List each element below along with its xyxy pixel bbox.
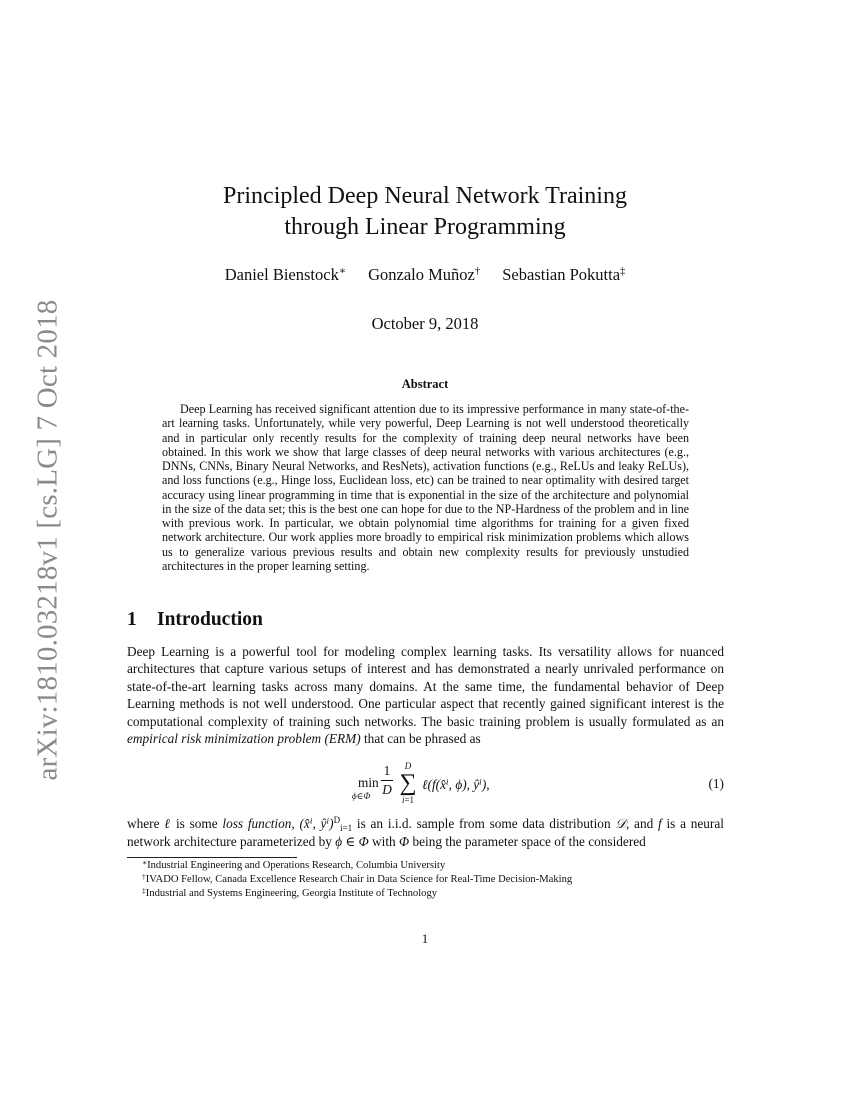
eq-fraction xyxy=(381,763,393,798)
introduction-paragraph xyxy=(127,643,724,747)
eq-summation xyxy=(398,762,418,805)
math-sample-sub: i=1 xyxy=(340,823,353,833)
author-name: Gonzalo Muñoz xyxy=(368,265,475,284)
section-heading-introduction xyxy=(127,609,263,631)
eq-min-operator: min xyxy=(358,775,379,790)
text: is an i.i.d. sample from some data distribution xyxy=(356,816,611,831)
footnote-3 xyxy=(142,887,572,901)
publication-date: October 9, 2018 xyxy=(371,314,479,333)
intro-text: Deep Learning is a powerful tool for modeling complex learning tasks. Its versatility allows for nuanced architectures that capture various setups of interest and has demonstrated a nearly unrivaled performance on state-of-the-art learning tasks across many domains. At the same time, the fundamental behavior of Deep Learning methods is not well understood. One particular aspect that recently gained significant interest is the computational complexity of training such networks. The basic training problem is usually formulated as an xyxy=(127,644,724,729)
footnote-text: Industrial and Systems Engineering, Georgia Institute of Technology xyxy=(145,888,438,899)
math-ell: ℓ xyxy=(164,816,172,831)
math-f: f xyxy=(658,816,662,831)
footnote-mark: † xyxy=(142,872,146,881)
author-name: Sebastian Pokutta xyxy=(502,265,621,284)
text: is a neural network architecture parameterized by xyxy=(127,816,724,849)
eq-sum-upper-limit: D xyxy=(404,761,412,771)
math-Phi: Φ xyxy=(399,834,410,849)
emphasis-loss-function: loss function, xyxy=(222,816,295,831)
paper-title xyxy=(125,181,725,243)
text: , and xyxy=(625,816,654,831)
math-sample xyxy=(299,816,352,831)
math-sample-sup: D xyxy=(333,815,341,825)
eq-frac-denominator: D xyxy=(382,782,392,797)
paragraph-after-equation xyxy=(127,815,724,851)
eq-frac-numerator: 1 xyxy=(383,763,391,778)
author-2 xyxy=(368,265,480,284)
author-footnote-mark: ‡ xyxy=(620,266,626,277)
math-phi-in-Phi: ϕ ∈ Φ xyxy=(335,834,369,849)
arxiv-identifier-stamp: arXiv:1810.03218v1 [cs.LG] 7 Oct 2018 xyxy=(31,299,64,781)
author-3 xyxy=(502,265,625,284)
author-name: Daniel Bienstock xyxy=(224,265,339,284)
title-line-2: through Linear Programming xyxy=(284,214,566,240)
abstract-heading: Abstract xyxy=(401,377,449,391)
equation-number: (1) xyxy=(708,776,724,791)
author-1 xyxy=(225,265,346,284)
text: being the parameter space of the considered xyxy=(412,834,646,849)
text: is some xyxy=(175,816,218,831)
eq-frac-bar xyxy=(381,780,393,781)
footnote-mark: ‡ xyxy=(142,886,146,895)
footnote-text: Industrial Engineering and Operations Research, Columbia University xyxy=(147,860,446,871)
section-title: Introduction xyxy=(157,609,263,630)
eq-sum-lower-limit xyxy=(398,795,418,805)
eq-loss-expression: ℓ(f(x̂ⁱ, ϕ), ŷⁱ), xyxy=(422,777,490,792)
eq-sum-index: i xyxy=(401,795,405,805)
footnote-divider xyxy=(127,857,297,858)
footnote-2 xyxy=(142,873,572,887)
page-number: 1 xyxy=(421,931,429,946)
eq-min-subscript: ϕ∈Φ xyxy=(352,791,371,801)
author-footnote-mark: † xyxy=(474,266,481,277)
intro-text-end: that can be phrased as xyxy=(363,731,481,747)
abstract-text: Deep Learning has received significant attention due to its impressive performance in many state-of-the-art learning tasks. Unfortunately, while very powerful, Deep Learning is not well understood theoretically and in particular only recently results for the complexity of training deep neural networks have been obtained. In this work we show that large classes of deep neural networks with various architectures (e.g., DNNs, CNNs, Binary Neural Networks, and ResNets), activation functions (e.g., ReLUs and leaky ReLUs), and loss functions (e.g., Hinge loss, Euclidean loss, etc) can be trained to near optimality with desired target accuracy using linear programming in time that is exponential in the size of the architecture and polynomial in the size of the data set; this is the best one can hope for due to the NP-Hardness of the problem and in line with previous work. In particular, we obtain polynomial time algorithms for training for a given fixed network architecture. Our work applies more broadly to empirical risk minimization problems which allows us to generalize various previous results and obtain new complexity results for previously unstudied architectures in the proper learning setting. xyxy=(162,402,689,573)
footnote-1 xyxy=(142,859,572,873)
math-distribution: 𝒟 xyxy=(615,816,626,831)
footnote-text: IVADO Fellow, Canada Excellence Research Chair in Data Science for Real-Time Decision-Making xyxy=(145,874,573,885)
text: where xyxy=(127,816,160,831)
title-line-1: Principled Deep Neural Network Training xyxy=(223,183,627,209)
section-number: 1 xyxy=(127,609,137,630)
eq-sum-start: =1 xyxy=(404,795,415,805)
author-list xyxy=(125,265,725,285)
intro-emphasis-erm: empirical risk minimization problem (ERM) xyxy=(127,731,361,747)
author-footnote-mark: ∗ xyxy=(338,266,346,277)
math-sample-pair: (x̂ⁱ, ŷⁱ) xyxy=(299,816,334,831)
text: with xyxy=(372,834,396,849)
footnotes xyxy=(142,859,572,901)
eq-sigma-symbol: ∑ xyxy=(399,770,417,796)
footnote-mark: ∗ xyxy=(142,858,148,867)
